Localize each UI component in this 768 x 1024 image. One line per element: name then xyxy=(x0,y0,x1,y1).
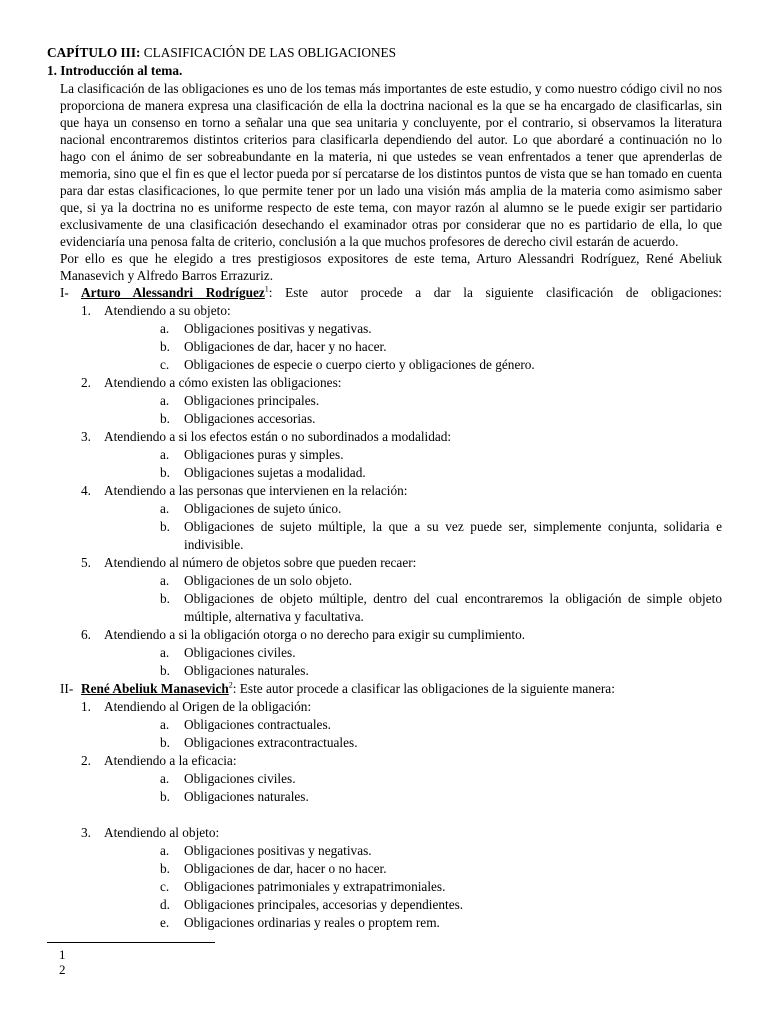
criterion-item xyxy=(47,752,722,824)
intro-paragraph: La clasificación de las obligaciones es uno de los temas más importantes de este estudio, y como nuestro código civil no nos proporciona de manera expresa una clasificación de ella la doctrina nacional es la que se ha encargado de clasificarlas, sin que haya un consenso en torno a señalar una que sea unitaria y concluyente, por el contrario, si observamos la literatura nacional encontraremos distintos criterios para clasificarla dependiendo del autor. Lo que abordaré a continuación no lo hago con el ánimo de ser sobreabundante en la materia, ni que ustedes se vean enfrentados a tener que aprenderlas de memoria, sino que el fin es que el lector pueda por sí percatarse de los distintos puntos de vista que se han tomado en cuenta para dar estas clasificaciones, lo que permite tener por un lado una visión más amplia de la materia como asimismo saber que, si ya la doctrina no es uniforme respecto de este tema, con mayor razón al alumno se le puede exigir ser partidario exclusivamente de una clasificación desechando el examinador otras por considerar que no es partidario de ella, lo que evidenciaría una penosa falta de criterio, conclusión a la que muchos profesores de derecho civil estarán de acuerdo. xyxy=(60,81,722,249)
chapter-label: CAPÍTULO III: xyxy=(47,45,141,60)
criterion-number: 3. xyxy=(81,429,91,444)
footnote-ref[interactable]: 2 xyxy=(228,680,233,690)
option-item xyxy=(104,464,722,482)
option-text: Obligaciones extracontractuales. xyxy=(184,735,358,750)
option-letter: b. xyxy=(160,663,170,678)
option-letter: a. xyxy=(160,771,170,786)
criterion-number: 4. xyxy=(81,483,91,498)
option-item xyxy=(104,410,722,428)
option-item xyxy=(104,734,722,752)
criterion-item xyxy=(47,374,722,428)
option-text: Obligaciones positivas y negativas. xyxy=(184,843,372,858)
criterion-number: 3. xyxy=(81,825,91,840)
option-letter: a. xyxy=(160,393,170,408)
criterion-number: 5. xyxy=(81,555,91,570)
criterion-item xyxy=(47,698,722,752)
option-item xyxy=(104,392,722,410)
option-letter: b. xyxy=(160,339,170,354)
option-item xyxy=(104,842,722,860)
option-list xyxy=(104,446,722,482)
option-letter: d. xyxy=(160,897,170,912)
option-letter: a. xyxy=(160,573,170,588)
option-item xyxy=(104,914,722,932)
document-page xyxy=(47,44,722,932)
criterion-item xyxy=(47,824,722,932)
option-letter: b. xyxy=(160,411,170,426)
footnote-1: 1 xyxy=(59,947,66,962)
section-heading: 1. Introducción al tema. xyxy=(47,63,183,78)
option-letter: b. xyxy=(160,465,170,480)
criterion-number: 2. xyxy=(81,753,91,768)
criterion-number: 6. xyxy=(81,627,91,642)
criteria-list-alessandri xyxy=(47,302,722,680)
criterion-number: 1. xyxy=(81,699,91,714)
criterion-item xyxy=(47,428,722,482)
footnote-ref[interactable]: 1 xyxy=(264,284,269,294)
criterion-item xyxy=(47,554,722,626)
footnote-separator xyxy=(47,942,215,943)
option-text: Obligaciones patrimoniales y extrapatrimoniales. xyxy=(184,879,446,894)
option-letter: b. xyxy=(160,735,170,750)
author-heading-alessandri xyxy=(60,284,722,302)
option-list xyxy=(104,770,722,806)
option-letter: a. xyxy=(160,501,170,516)
option-letter: b. xyxy=(160,861,170,876)
option-letter: a. xyxy=(160,447,170,462)
option-letter: a. xyxy=(160,321,170,336)
author-number: I- xyxy=(60,285,69,300)
option-text: Obligaciones naturales. xyxy=(184,789,309,804)
option-item xyxy=(104,590,722,626)
criterion-text: Atendiendo a su objeto: xyxy=(104,303,231,318)
option-item xyxy=(104,500,722,518)
option-item xyxy=(104,320,722,338)
option-text: Obligaciones sujetas a modalidad. xyxy=(184,465,366,480)
option-text: Obligaciones de sujeto único. xyxy=(184,501,342,516)
criterion-number: 2. xyxy=(81,375,91,390)
option-text: Obligaciones principales, accesorias y dependientes. xyxy=(184,897,464,912)
option-item xyxy=(104,338,722,356)
option-text: Obligaciones civiles. xyxy=(184,645,296,660)
option-list xyxy=(104,500,722,554)
author-intro: : Este autor procede a dar la siguiente clasificación de obligaciones: xyxy=(268,285,722,300)
option-item xyxy=(104,644,722,662)
criterion-text: Atendiendo a la eficacia: xyxy=(104,753,237,768)
chapter-heading xyxy=(47,44,722,62)
criterion-number: 1. xyxy=(81,303,91,318)
option-list xyxy=(104,842,722,932)
criterion-item xyxy=(47,302,722,374)
option-text: Obligaciones de dar, hacer o no hacer. xyxy=(184,861,387,876)
option-item xyxy=(104,770,722,788)
option-text: Obligaciones de dar, hacer y no hacer. xyxy=(184,339,387,354)
option-list xyxy=(104,644,722,680)
option-text: Obligaciones ordinarias y reales o proptem rem. xyxy=(184,915,440,930)
option-text: Obligaciones de objeto múltiple, dentro del cual encontraremos la obligación de simple objeto múltiple, alternativa y facultativa. xyxy=(184,591,722,624)
criterion-text: Atendiendo a cómo existen las obligaciones: xyxy=(104,375,342,390)
option-item xyxy=(104,896,722,914)
author-intro: : Este autor procede a clasificar las obligaciones de la siguiente manera: xyxy=(232,681,615,696)
option-item xyxy=(104,788,722,806)
footnote-2: 2 xyxy=(59,962,66,977)
criteria-list-abeliuk xyxy=(47,698,722,932)
option-letter: c. xyxy=(160,879,170,894)
criterion-text: Atendiendo a si los efectos están o no subordinados a modalidad: xyxy=(104,429,452,444)
option-text: Obligaciones contractuales. xyxy=(184,717,331,732)
option-letter: a. xyxy=(160,843,170,858)
criterion-text: Atendiendo a las personas que intervienen en la relación: xyxy=(104,483,408,498)
option-text: Obligaciones accesorias. xyxy=(184,411,316,426)
author-name[interactable]: René Abeliuk Manasevich xyxy=(81,681,229,696)
criterion-text: Atendiendo al Origen de la obligación: xyxy=(104,699,312,714)
option-item xyxy=(104,716,722,734)
option-text: Obligaciones de especie o cuerpo cierto y obligaciones de género. xyxy=(184,357,535,372)
blank-line xyxy=(104,806,722,824)
option-letter: e. xyxy=(160,915,170,930)
chapter-title: CLASIFICACIÓN DE LAS OBLIGACIONES xyxy=(143,45,397,60)
option-list xyxy=(104,716,722,752)
option-item xyxy=(104,662,722,680)
author-name[interactable]: Arturo Alessandri Rodríguez xyxy=(81,285,265,300)
option-letter: a. xyxy=(160,717,170,732)
option-text: Obligaciones principales. xyxy=(184,393,320,408)
author-number: II- xyxy=(60,681,74,696)
option-letter: b. xyxy=(160,519,170,534)
option-item xyxy=(104,518,722,554)
criterion-item xyxy=(47,626,722,680)
authors-paragraph: Por ello es que he elegido a tres prestigiosos expositores de este tema, Arturo Alessandri Rodríguez, René Abeliuk Manasevich y Alfredo Barros Errazuriz. xyxy=(60,251,722,283)
option-item xyxy=(104,878,722,896)
option-letter: b. xyxy=(160,591,170,606)
option-item xyxy=(104,860,722,878)
option-letter: c. xyxy=(160,357,170,372)
option-item xyxy=(104,356,722,374)
option-letter: b. xyxy=(160,789,170,804)
option-list xyxy=(104,392,722,428)
option-text: Obligaciones civiles. xyxy=(184,771,296,786)
option-text: Obligaciones positivas y negativas. xyxy=(184,321,372,336)
criterion-text: Atendiendo al número de objetos sobre que pueden recaer: xyxy=(104,555,417,570)
option-text: Obligaciones puras y simples. xyxy=(184,447,344,462)
option-item xyxy=(104,572,722,590)
option-text: Obligaciones naturales. xyxy=(184,663,309,678)
criterion-text: Atendiendo al objeto: xyxy=(104,825,220,840)
criterion-item xyxy=(47,482,722,554)
option-text: Obligaciones de sujeto múltiple, la que a su vez puede ser, simplemente conjunta, solidaria e indivisible. xyxy=(184,519,722,552)
option-text: Obligaciones de un solo objeto. xyxy=(184,573,353,588)
criterion-text: Atendiendo a si la obligación otorga o no derecho para exigir su cumplimiento. xyxy=(104,627,526,642)
footnotes xyxy=(59,947,66,977)
author-heading-abeliuk xyxy=(60,680,722,698)
option-list xyxy=(104,572,722,626)
option-item xyxy=(104,446,722,464)
option-list xyxy=(104,320,722,374)
option-letter: a. xyxy=(160,645,170,660)
